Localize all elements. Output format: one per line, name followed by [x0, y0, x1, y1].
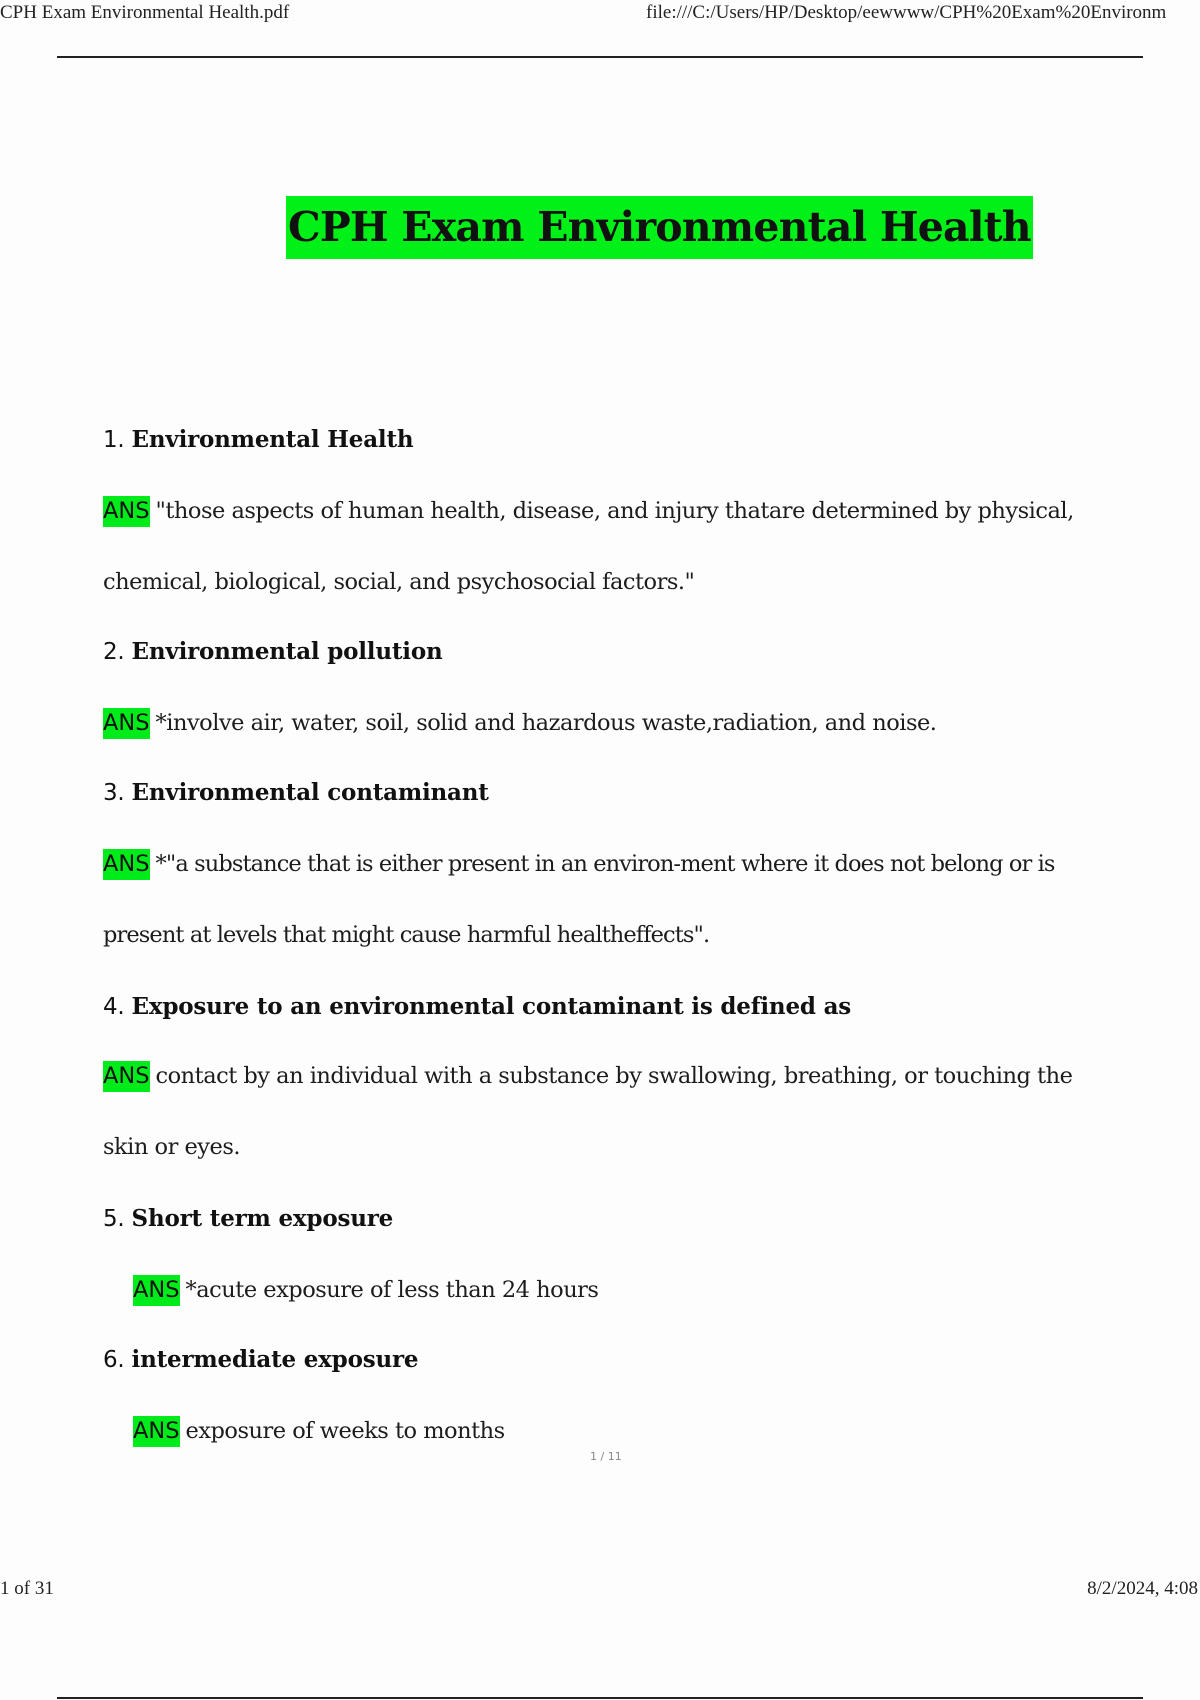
document-title: CPH Exam Environmental Health	[286, 196, 1033, 259]
answer-text: exposure of weeks to months	[185, 1418, 505, 1444]
browser-print-footer-page: 1 of 31	[0, 1578, 54, 1599]
question-2	[103, 638, 443, 665]
answer-4	[103, 1041, 1123, 1183]
answer-text: *involve air, water, soil, solid and hazardous waste,radiation, and noise.	[155, 710, 937, 736]
question-5	[103, 1205, 393, 1232]
answer-2	[103, 688, 1113, 759]
question-number: 1.	[103, 427, 125, 453]
answer-text: *"a substance that is either present in an environ-ment where it does not belong or is present at levels that might cause harmful healtheffects".	[103, 851, 1055, 948]
ans-label: ANS	[133, 1416, 180, 1447]
question-text: Exposure to an environmental contaminant is defined as	[131, 993, 852, 1020]
question-text: Short term exposure	[131, 1205, 394, 1232]
browser-print-header-title: CPH Exam Environmental Health.pdf	[0, 2, 290, 23]
question-text: intermediate exposure	[131, 1346, 419, 1373]
answer-text: contact by an individual with a substance by swallowing, breathing, or touching the skin or eyes.	[103, 1063, 1073, 1160]
browser-print-header-url: file:///C:/Users/HP/Desktop/eewwww/CPH%20Exam%20Environm	[646, 2, 1167, 23]
question-number: 2.	[103, 639, 125, 665]
question-text: Environmental pollution	[131, 638, 443, 665]
ans-label: ANS	[103, 1061, 150, 1092]
header-rule	[57, 56, 1143, 58]
answer-1	[103, 476, 1113, 618]
question-3	[103, 779, 489, 806]
question-text: Environmental Health	[131, 426, 414, 453]
question-4	[103, 993, 851, 1020]
answer-5	[133, 1255, 1143, 1326]
ans-label: ANS	[103, 708, 150, 739]
ans-label: ANS	[103, 849, 150, 880]
question-6	[103, 1346, 418, 1373]
browser-print-footer-date: 8/2/2024, 4:08	[1087, 1578, 1198, 1599]
question-number: 5.	[103, 1206, 125, 1232]
answer-text: "those aspects of human health, disease, and injury thatare determined by physical, chemical, biological, social, and psychosocial factors."	[103, 498, 1074, 595]
ans-label: ANS	[133, 1275, 180, 1306]
question-number: 3.	[103, 780, 125, 806]
question-1	[103, 426, 413, 453]
answer-6	[133, 1396, 1143, 1467]
ans-label: ANS	[103, 496, 150, 527]
answer-text: *acute exposure of less than 24 hours	[185, 1277, 599, 1303]
footer-rule	[57, 1697, 1143, 1699]
page-indicator: 1 / 11	[590, 1450, 622, 1463]
question-number: 6.	[103, 1347, 125, 1373]
answer-3	[103, 829, 1113, 971]
question-text: Environmental contaminant	[131, 779, 489, 806]
question-number: 4.	[103, 994, 125, 1020]
